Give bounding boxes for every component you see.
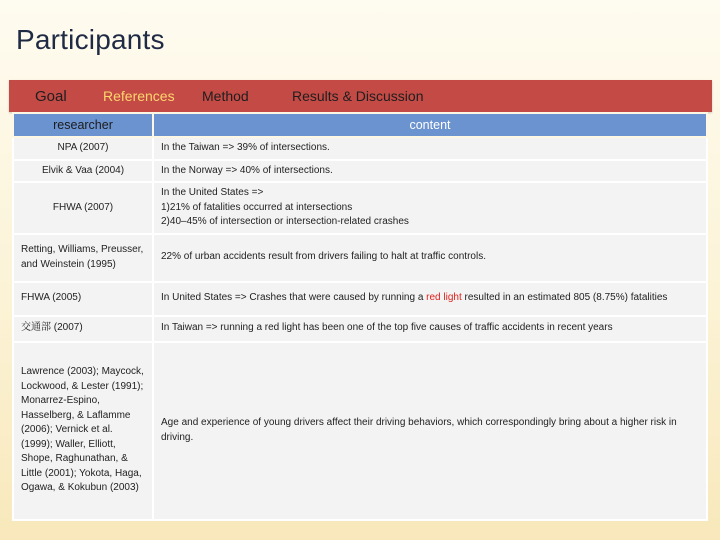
nav-item-goal[interactable]: Goal — [35, 88, 67, 105]
nav-bar — [9, 80, 712, 112]
table-row — [13, 137, 707, 160]
content-line: 2)40–45% of intersection or intersection-related crashes — [161, 216, 409, 227]
content-cell — [153, 182, 707, 234]
researcher-cell: FHWA (2005) — [13, 282, 153, 316]
table-row — [13, 182, 707, 234]
table-row — [13, 316, 707, 342]
content-text: In United States => Crashes that were caused by running a — [161, 292, 427, 304]
researcher-cell: FHWA (2007) — [13, 182, 153, 234]
nav-item-references[interactable]: References — [103, 88, 175, 104]
researcher-cell: Elvik & Vaa (2004) — [13, 160, 153, 183]
researcher-cell: 交通部 (2007) — [13, 316, 153, 342]
content-cell: 22% of urban accidents result from drivers failing to halt at traffic controls. — [153, 234, 707, 282]
table-header-row — [13, 113, 707, 137]
table-row — [13, 234, 707, 282]
researcher-cell: NPA (2007) — [13, 137, 153, 160]
content-cell — [153, 282, 707, 316]
content-cell: In Taiwan => running a red light has been one of the top five causes of traffic accidents in recent years — [153, 316, 707, 342]
researcher-cell: Lawrence (2003); Maycock, Lockwood, & Lester (1991); Monarrez-Espino, Hasselberg, & Laflamme (2006); Vernick et al. (1999); Waller, Elliott, Shope, Raghunathan, & Little (2001); Yokota, Haga, Ogawa, & Kokubun (2003) — [13, 342, 153, 520]
content-text: resulted in an estimated 805 (8.75%) fatalities — [461, 292, 668, 304]
nav-item-method[interactable]: Method — [202, 88, 249, 104]
participants-table — [12, 112, 708, 521]
table-row — [13, 282, 707, 316]
nav-item-results-discussion[interactable]: Results & Discussion — [292, 88, 424, 104]
researcher-cell: Retting, Williams, Preusser, and Weinstein (1995) — [13, 234, 153, 282]
table-row — [13, 342, 707, 520]
content-cell: Age and experience of young drivers affect their driving behaviors, which correspondingly bring about a higher risk in driving. — [153, 342, 707, 520]
header-content: content — [153, 113, 707, 137]
highlight-text: red light — [426, 292, 462, 304]
page-title: Participants — [16, 24, 165, 55]
table-row — [13, 160, 707, 183]
content-line: In the United States => — [161, 187, 264, 198]
content-cell: In the Taiwan => 39% of intersections. — [153, 137, 707, 160]
header-researcher: researcher — [13, 113, 153, 137]
content-line: 1)21% of fatalities occurred at intersections — [161, 201, 353, 213]
content-cell: In the Norway => 40% of intersections. — [153, 160, 707, 183]
